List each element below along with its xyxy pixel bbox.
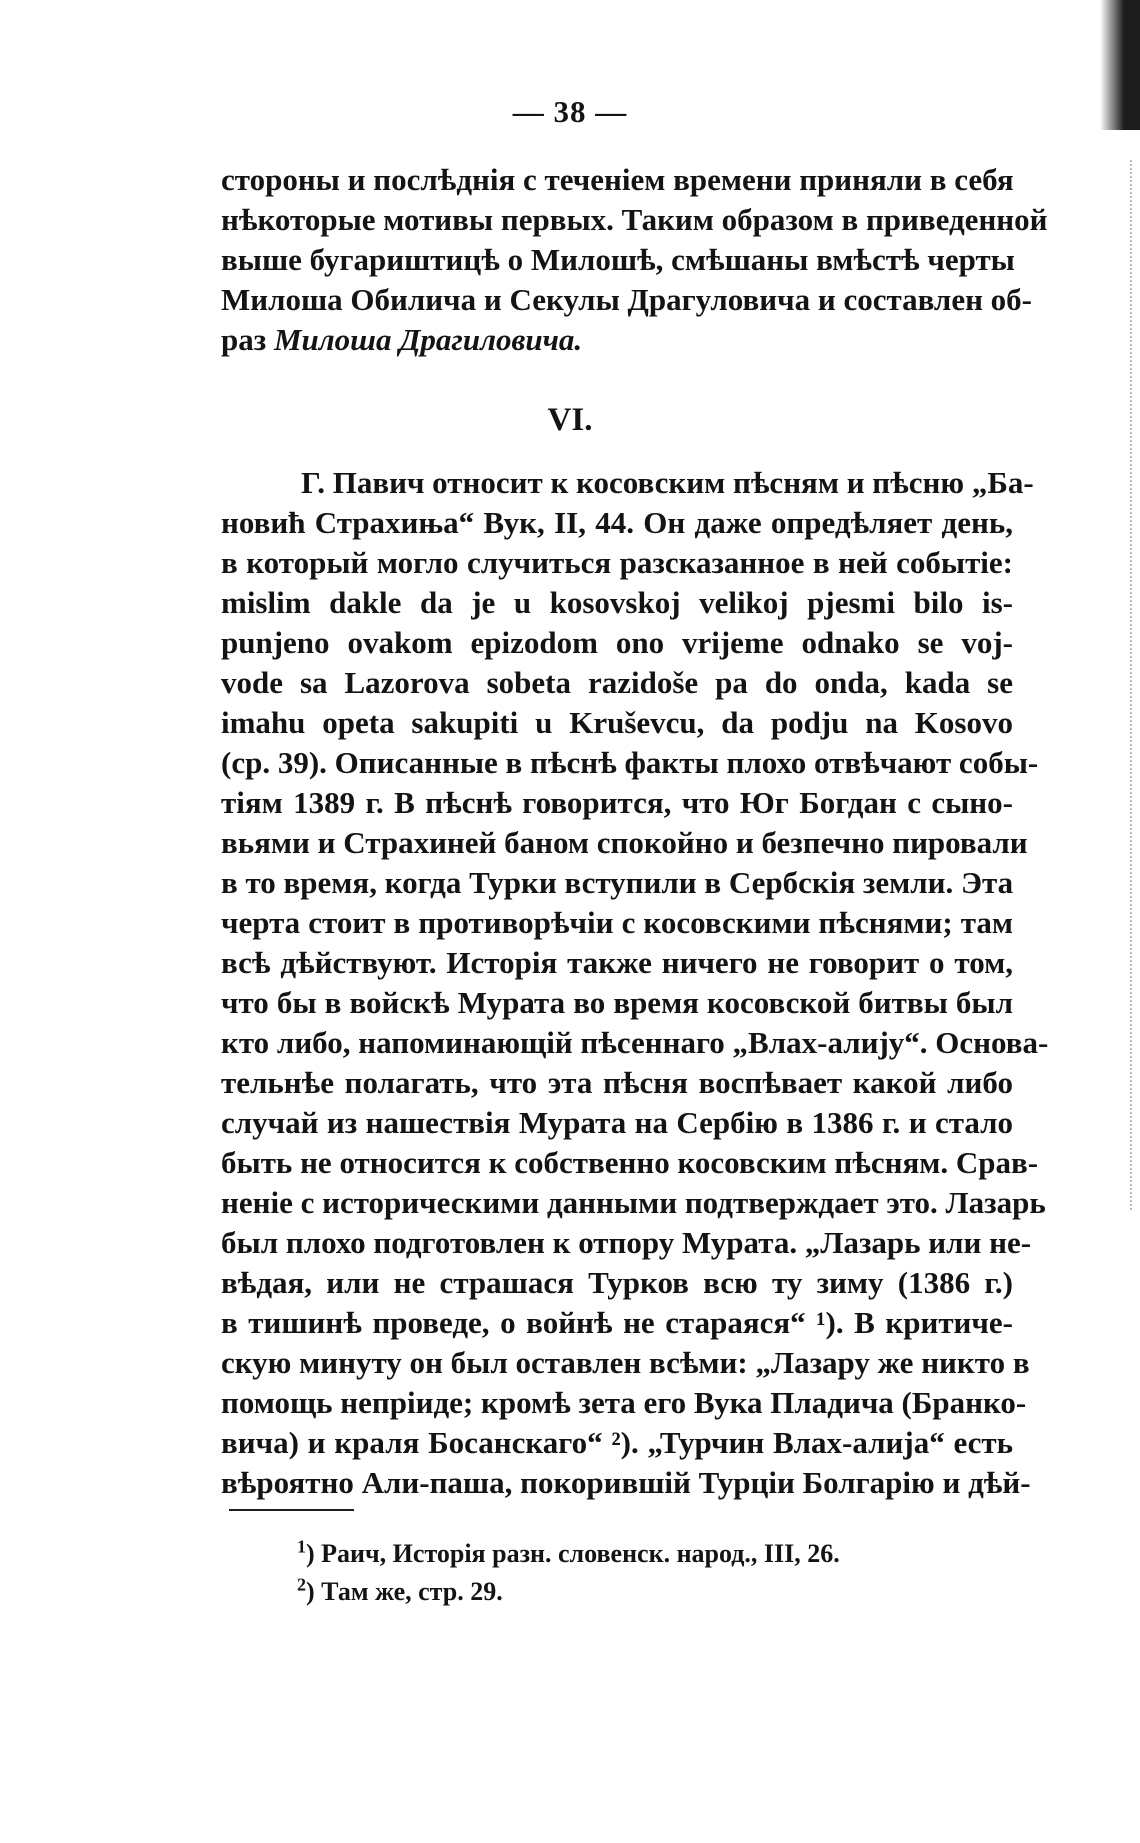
- paragraph-1-last-line-prefix: раз: [221, 322, 274, 357]
- paragraph-2-line: punjeno ovakom epizodom ono vrijeme odnako se voj-: [221, 625, 1013, 660]
- paragraph-2-line: всѣ дѣйствуют. Исторія также ничего не говорит о том,: [221, 945, 1013, 980]
- paragraph-2: [221, 463, 1049, 1503]
- paragraph-1-line: Милоша Обилича и Секулы Драгуловича и составлен об-: [221, 282, 1033, 317]
- paragraph-2-line: скую минуту он был оставлен всѣми: „Лазару же никто в: [221, 1345, 1030, 1380]
- footnote-1: [297, 1535, 840, 1573]
- paragraph-2-line: помощь непріиде; кромѣ зета его Вука Пладича (Бранко-: [221, 1385, 1027, 1420]
- paragraph-1: [221, 160, 1048, 360]
- paragraph-2-line: вьями и Страхиней баном спокойно и безпечно пировали: [221, 825, 1028, 860]
- paragraph-2-line: в который могло случиться разсказанное в ней событіе:: [221, 545, 1013, 580]
- paragraph-2-line: черта стоит в противорѣчіи с косовскими пѣснями; там: [221, 905, 1013, 940]
- paragraph-2-line: вѣдая, или не страшася Турков всю ту зиму (1386 г.): [221, 1265, 1013, 1300]
- paragraph-1-last-line: [221, 320, 1013, 360]
- paragraph-2-line: тельнѣе полагать, что эта пѣсня воспѣвает какой либо: [221, 1065, 1013, 1100]
- paragraph-2-line: быть не относится к собственно косовским пѣсням. Срав-: [221, 1145, 1039, 1180]
- paragraph-2-line: был плохо подготовлен к отпору Мурата. „Лазарь или не-: [221, 1225, 1032, 1260]
- paragraph-2-line: в то время, когда Турки вступили в Сербскія земли. Эта: [221, 865, 1014, 900]
- paragraph-2-line: vode sa Lazorova sobeta razidoše pa do onda, kada se: [221, 665, 1013, 700]
- paragraph-1-line: нѣкоторые мотивы первых. Таким образом в приведенной: [221, 202, 1048, 237]
- paragraph-2-line: неніе с историческими данными подтверждает это. Лазарь: [221, 1185, 1046, 1220]
- section-heading: VI.: [547, 402, 593, 438]
- paragraph-2-line: что бы в войскѣ Мурата во время косовской битвы был: [221, 985, 1013, 1020]
- footnote-divider: [229, 1509, 354, 1511]
- footnotes: [297, 1535, 840, 1611]
- paragraph-2-line: в тишинѣ проведе, о войнѣ не стараяся“ ¹). В критиче-: [221, 1305, 1013, 1340]
- paragraph-2-line: кто либо, напоминающій пѣсеннаго „Влах-алију“. Основа-: [221, 1025, 1049, 1060]
- paragraph-2-line: вѣроятно Али-паша, покорившій Турціи Болгарію и дѣй-: [221, 1465, 1031, 1500]
- footnote-2-text: ) Там же, стр. 29.: [306, 1577, 503, 1606]
- paragraph-2-line: (ср. 39). Описанные в пѣснѣ факты плохо отвѣчают собы-: [221, 745, 1039, 780]
- paragraph-2-line: тіям 1389 г. В пѣснѣ говорится, что Юг Богдан с сыно-: [221, 785, 1013, 820]
- paragraph-1-line: стороны и послѣднія с теченіем времени приняли в себя: [221, 162, 1014, 197]
- paragraph-2-line: случай из нашествія Мурата на Сербію в 1386 г. и стало: [221, 1105, 1013, 1140]
- paragraph-2-line: imahu opeta sakupiti u Kruševcu, da podju na Kosovo: [221, 705, 1013, 740]
- footnote-1-mark: 1: [297, 1536, 306, 1557]
- footnote-2: [297, 1573, 840, 1611]
- paragraph-2-line: новић Страхиња“ Вук, II, 44. Он даже опредѣляет день,: [221, 505, 1013, 540]
- paragraph-2-line: mislim dakle da je u kosovskoj velikoj pjesmi bilo is-: [221, 585, 1013, 620]
- footnote-1-text: ) Раич, Исторія разн. словенск. народ., III, 26.: [306, 1539, 840, 1568]
- footnote-2-mark: 2: [297, 1574, 306, 1595]
- italic-name-miloš-dragilović: Милоша Драгиловича.: [273, 322, 583, 357]
- scan-margin-specks: [1110, 160, 1132, 1210]
- paragraph-2-line: вича) и краля Босанскаго“ ²). „Турчин Влах-алија“ есть: [221, 1425, 1013, 1460]
- paragraph-2-line: Г. Павич относит к косовским пѣсням и пѣсню „Ба-: [301, 465, 1034, 500]
- paragraph-1-line: выше бугариштицѣ о Милошѣ, смѣшаны вмѣстѣ черты: [221, 242, 1015, 277]
- page-number: — 38 —: [512, 94, 628, 129]
